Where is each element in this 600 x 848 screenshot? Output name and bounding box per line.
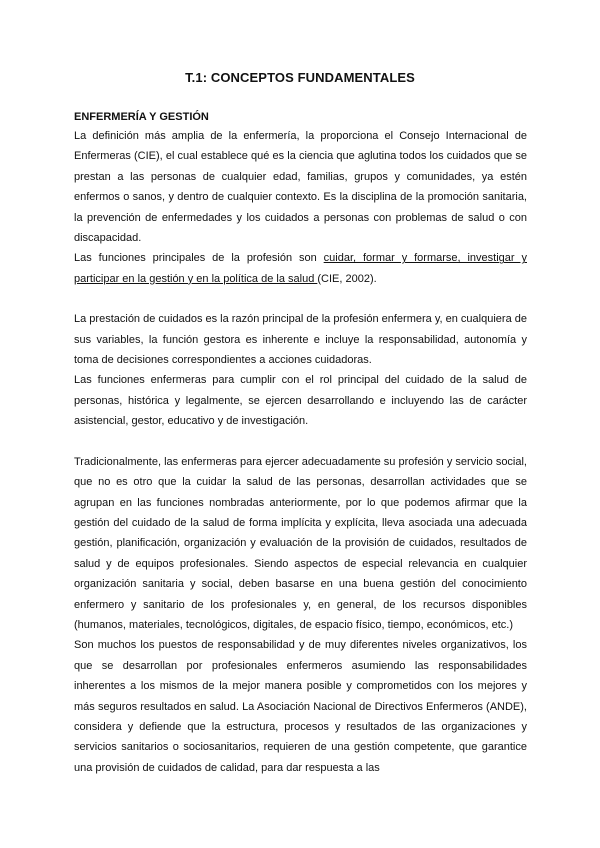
document-title: T.1: CONCEPTOS FUNDAMENTALES (185, 70, 415, 85)
functions-underlined: cuidar, formar y formarse, investigar y participar en la gestión y en la política de la salud (74, 252, 527, 285)
paragraph-responsibility: Son muchos los puestos de responsabilidad y de muy diferentes niveles organizativos, los que se desarrollan por profesionales enfermeros asumiendo las responsabilidades inherentes a los mismos de la mejor manera posible y comprometidos con los mejores y más seguros resultados en salud. La Asociación Nacional de Directivos Enfermeros (ANDE), considera y defiende que la estructura, procesos y resultados de las organizaciones y servicios sanitarios o sociosanitarios, requieren de una gestión competente, que garantice una provisión de cuidados de calidad, para dar respuesta a las (74, 639, 527, 774)
paragraph-definition: La definición más amplia de la enfermería, la proporciona el Consejo Internacional de Enfermeras (CIE), el cual establece qué es la ciencia que aglutina todos los cuidados que se prestan a las personas de cualquier edad, familias, grupos y comunidades, ya estén enfermos o sanos, y dentro de cualquier contexto. Es la disciplina de la promoción sanitaria, la prevención de enfermedades y los cuidados a personas con problemas de salud o con discapacidad. (74, 130, 527, 245)
document-body (74, 108, 527, 778)
functions-prefix: Las funciones principales de la profesión son (74, 252, 324, 265)
paragraph-gap (74, 432, 527, 452)
paragraph-care-provision: La prestación de cuidados es la razón principal de la profesión enfermera y, en cualquiera de sus variables, la función gestora es inherente e incluye la responsabilidad, autonomía y toma de decisiones correspondientes a acciones cuidadoras. (74, 313, 527, 367)
paragraph-traditionally: Tradicionalmente, las enfermeras para ejercer adecuadamente su profesión y servicio social, que no es otro que la cuidar la salud de las personas, desarrollan actividades que se agrupan en las funciones nombradas anteriormente, por lo que podemos afirmar que la gestión del cuidado de la salud de forma implícita y explícita, lleva asociada una adecuada gestión, planificación, organización y evaluación de la provisión de cuidados, resultados de salud y de equipos profesionales. Siendo aspectos de especial relevancia en cualquier organización sanitaria y social, deben basarse en una buena gestión del conocimiento enfermero y sanitario de los profesionales y, en general, de los recursos disponibles (humanos, materiales, tecnológicos, digitales, de espacio físico, tiempo, económicos, etc.) (74, 455, 527, 631)
paragraph-nursing-functions: Las funciones enfermeras para cumplir con el rol principal del cuidado de la salud de personas, histórica y legalmente, se ejercen desarrollando e incluyendo las de carácter asistencial, gestor, educativo y de investigación. (74, 374, 527, 428)
functions-citation: (CIE, 2002). (317, 272, 377, 285)
paragraph-functions (74, 248, 527, 289)
section-heading: ENFERMERÍA Y GESTIÓN (74, 111, 209, 123)
paragraph-gap (74, 289, 527, 309)
